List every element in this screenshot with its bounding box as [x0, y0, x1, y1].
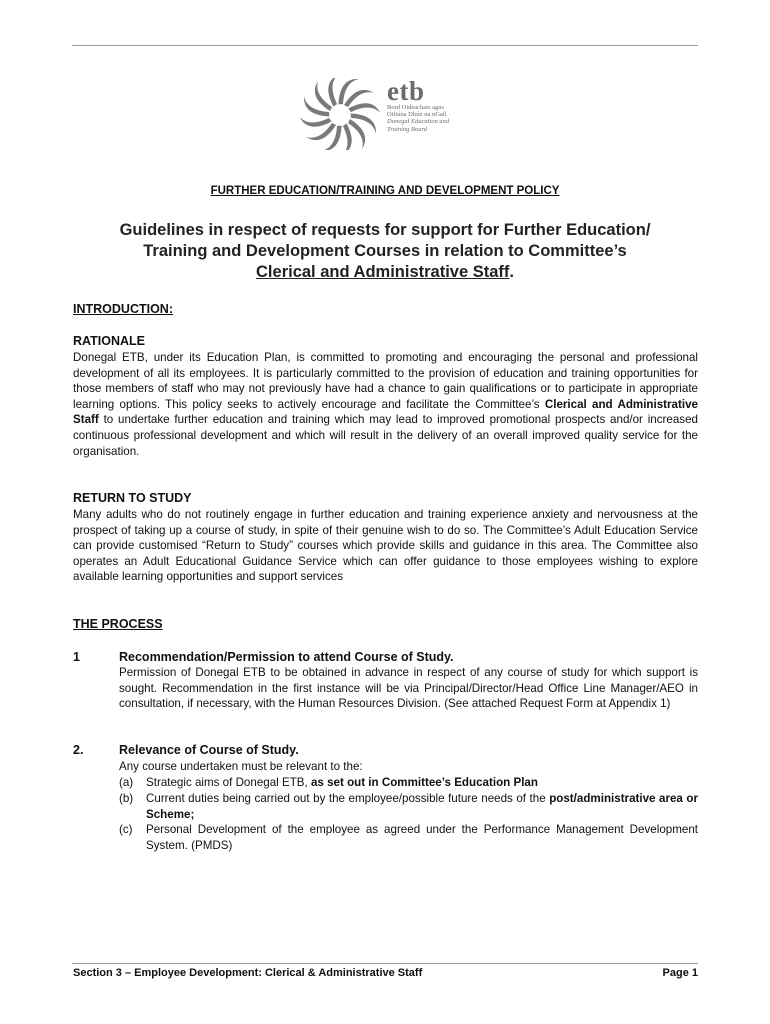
item-1-text: Permission of Donegal ETB to be obtained in advance in respect of any course of study for which support is sought. Recommendation in the first instance will be via Principal/Director/Head Office Line Manager/AEO in consultation, if necessary, with the Human Resources Division. (See attached Request Form at Appendix 1)	[119, 666, 698, 711]
item-2-sub-b	[119, 791, 698, 822]
rationale-bold-text: Clerical and Administrative Staff	[73, 397, 698, 427]
sub-b-text-wrap	[146, 791, 698, 822]
footer-page-number: Page 1	[662, 967, 698, 979]
sub-b-bold: post/administrative area or Scheme;	[146, 792, 698, 821]
logo-line-3: Donegal Education and	[387, 118, 450, 126]
bottom-rule	[72, 963, 698, 964]
logo-text	[387, 78, 449, 133]
sub-a-bold: as set out in Committee’s Education Plan	[310, 776, 538, 789]
top-rule	[72, 45, 698, 46]
rationale-text-end: to undertake further education and training which may lead to improved promotional prospects and/or increased continuous professional development and which will result in the delivery of an overall improved quality service for the organisation.	[73, 413, 698, 458]
item-1-number: 1	[73, 650, 80, 664]
main-title-line-1: Guidelines in respect of requests for support for Further Education/	[119, 221, 651, 239]
introduction-heading: INTRODUCTION:	[73, 302, 173, 316]
sub-b-text: Current duties being carried out by the employee/possible future needs of the	[146, 792, 550, 805]
item-2-number: 2.	[73, 743, 84, 757]
logo-wordmark: etb	[387, 76, 425, 106]
item-2-sub-a	[119, 775, 698, 791]
rationale-heading: RATIONALE	[73, 334, 145, 348]
main-title	[72, 220, 698, 283]
sub-a-text-wrap	[146, 775, 698, 791]
return-to-study-heading: RETURN TO STUDY	[73, 491, 192, 505]
logo-line-1: Bord Oideachais agus	[387, 104, 445, 111]
etb-swirl-icon	[300, 78, 380, 150]
item-1-title: Recommendation/Permission to attend Course of Study.	[119, 650, 454, 664]
main-title-period: .	[509, 263, 514, 281]
sub-a-text: Strategic aims of Donegal ETB,	[146, 776, 311, 789]
return-to-study-paragraph: Many adults who do not routinely engage in further education and training experience anxiety and nervousness at the prospect of taking up a course of study, in spite of their genuine wish to do so. The Committee’s Adult Education Service can provide customised “Return to Study” courses which provide skills and guidance in this area. The Committee also operates an Adult Educational Guidance Service which can offer guidance to those employees wishing to explore available learning opportunities and support services	[73, 508, 698, 584]
logo-line-2: Oiliúna Dhún na nGall	[387, 111, 447, 119]
etb-logo	[300, 78, 480, 150]
logo-line-4: Training Board	[387, 125, 428, 133]
rationale-text-start: Donegal ETB, under its Education Plan, is committed to promoting and encouraging the personal and professional development of all its employees. It is particularly committed to the provision of education and training opportunities for those members of staff who may not previously have had a chance to gain qualifications or to participate in appropriate learning options. This policy seeks to actively encourage and facilitate the Committee’s	[73, 351, 698, 411]
footer-section-label: Section 3 – Employee Development: Clerical & Administrative Staff	[73, 967, 423, 979]
sub-c-text: Personal Development of the employee as agreed under the Performance Management Development System. (PMDS)	[146, 823, 698, 852]
process-heading: THE PROCESS	[73, 617, 163, 631]
rationale-paragraph	[73, 350, 698, 459]
item-2-title: Relevance of Course of Study.	[119, 743, 299, 757]
policy-title: FURTHER EDUCATION/TRAINING AND DEVELOPMENT POLICY	[210, 185, 560, 197]
main-title-line-2: Training and Development Courses in relation to Committee’s	[143, 242, 627, 260]
item-2-intro: Any course undertaken must be relevant to the:	[119, 760, 363, 773]
main-title-underlined: Clerical and Administrative Staff	[256, 263, 510, 281]
main-title-line-3	[72, 262, 698, 283]
item-2-sub-c	[119, 822, 698, 853]
sub-a-label: (a)	[119, 776, 134, 789]
sub-b-label: (b)	[119, 792, 134, 805]
sub-c-label: (c)	[119, 823, 133, 836]
